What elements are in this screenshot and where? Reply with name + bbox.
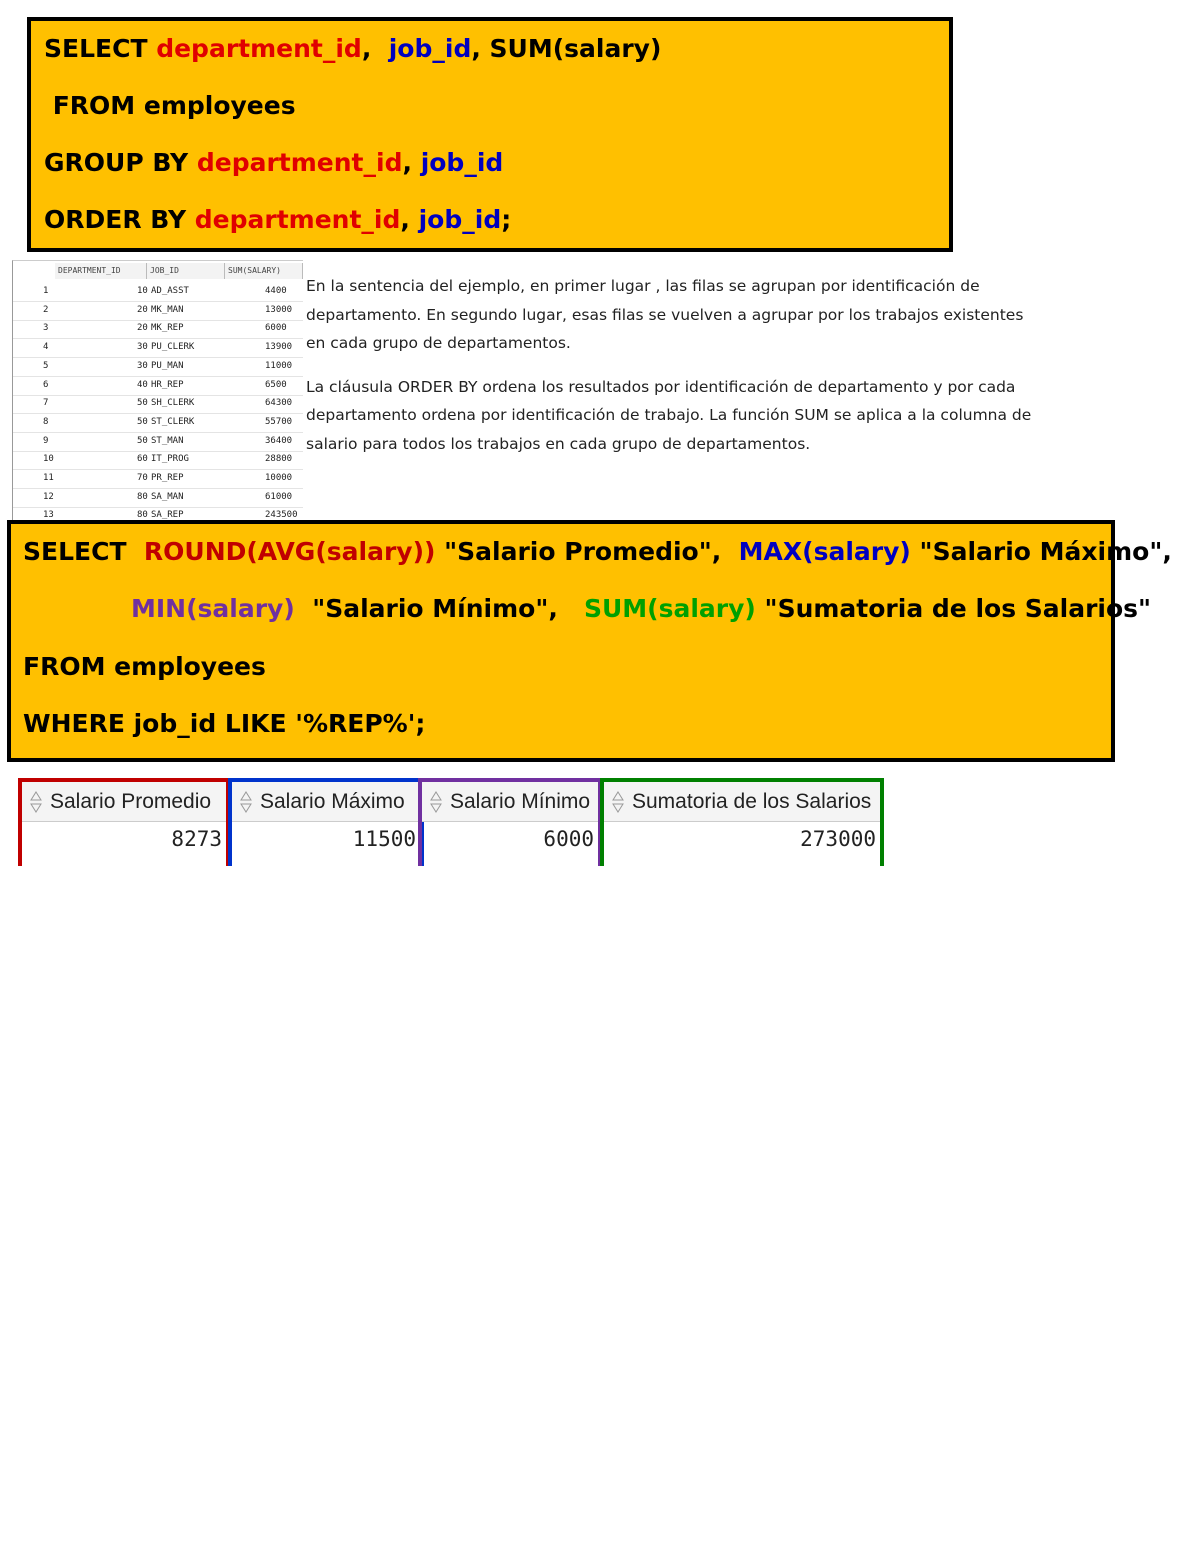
aggregate-result-table: [18, 778, 884, 866]
cell-sum-salary: 10000: [265, 473, 293, 483]
keyword-select: SELECT: [44, 34, 157, 63]
result-column-salario-promedio: [18, 778, 230, 866]
column-department-id: department_id: [196, 148, 403, 177]
cell-job-id: MK_MAN: [151, 304, 184, 315]
table-row[interactable]: [13, 358, 303, 377]
function-max: MAX(salary): [738, 537, 911, 566]
separator: ,: [471, 34, 490, 63]
result-header-label: Salario Máximo: [260, 790, 405, 813]
query-aggregates-box: [7, 520, 1172, 762]
result-column-salario-maximo: [228, 778, 424, 866]
column-job-id: job_id: [420, 148, 504, 177]
explanation-text: [306, 272, 1046, 458]
cell-job-id: SH_CLERK: [151, 398, 195, 409]
grid-header-job-id[interactable]: JOB_ID: [147, 263, 225, 279]
result-value-salario-promedio: 8273: [171, 827, 222, 851]
cell-department-id: 50: [137, 416, 148, 427]
alias-salario-minimo: "Salario Mínimo",: [294, 594, 584, 623]
table-row[interactable]: [13, 395, 303, 414]
function-round-avg: ROUND(AVG(salary)): [143, 537, 436, 566]
cell-job-id: HR_REP: [151, 379, 184, 390]
result-value-salario-minimo: 6000: [543, 827, 594, 851]
cell-department-id: 30: [137, 360, 148, 371]
query2-line-where: WHERE job_id LIKE '%REP%';: [23, 709, 426, 738]
cell-sum-salary: 61000: [265, 491, 293, 502]
row-number: 11: [43, 473, 54, 483]
cell-sum-salary: 11000: [265, 360, 293, 371]
cell-department-id: 80: [137, 491, 148, 502]
sort-icon[interactable]: [430, 790, 442, 814]
row-number: 13: [43, 510, 54, 521]
row-number: 3: [43, 323, 49, 334]
cell-sum-salary: 64300: [265, 398, 293, 409]
separator: ,: [402, 148, 421, 177]
table-row[interactable]: [13, 433, 303, 452]
cell-job-id: ST_CLERK: [151, 416, 195, 427]
cell-department-id: 80: [137, 510, 148, 521]
function-sum: SUM(salary): [489, 34, 662, 63]
query2-line-min-sum: [131, 594, 1151, 624]
sort-icon[interactable]: [612, 790, 624, 814]
keyword-select: SELECT: [23, 537, 144, 566]
row-number: 5: [43, 360, 49, 371]
cell-department-id: 50: [137, 435, 148, 446]
row-number: 4: [43, 342, 49, 353]
cell-department-id: 70: [137, 473, 148, 483]
cell-sum-salary: 28800: [265, 454, 293, 465]
alias-salario-maximo: "Salario Máximo",: [910, 537, 1172, 566]
cell-sum-salary: 243500: [265, 510, 298, 521]
cell-sum-salary: 6500: [265, 379, 287, 390]
sort-icon[interactable]: [240, 790, 252, 814]
grid-header-sum-salary[interactable]: SUM(SALARY): [225, 263, 303, 279]
cell-sum-salary: 13900: [265, 342, 293, 353]
column-department-id: department_id: [156, 34, 362, 63]
result-value-salario-maximo: 11500: [352, 827, 416, 851]
query2-line-select: [23, 537, 1172, 567]
table-row[interactable]: [13, 470, 303, 489]
function-sum: SUM(salary): [583, 594, 756, 623]
alias-sumatoria: "Sumatoria de los Salarios": [755, 594, 1152, 623]
separator: ,: [400, 205, 419, 234]
cell-department-id: 10: [137, 286, 148, 296]
cell-job-id: MK_REP: [151, 323, 184, 334]
query1-line-order-by: [44, 205, 511, 235]
cell-job-id: SA_REP: [151, 510, 184, 521]
table-row[interactable]: [13, 451, 303, 470]
cell-job-id: ST_MAN: [151, 435, 184, 446]
cell-job-id: PU_CLERK: [151, 342, 195, 353]
cell-department-id: 40: [137, 379, 148, 390]
query1-line-from: FROM employees: [44, 91, 296, 120]
row-number: 6: [43, 379, 49, 390]
result-header-salario-promedio[interactable]: [22, 782, 226, 822]
sort-icon[interactable]: [30, 790, 42, 814]
result-header-sumatoria-salarios[interactable]: [604, 782, 880, 822]
result-header-salario-maximo[interactable]: [232, 782, 420, 822]
row-number: 8: [43, 416, 49, 427]
row-number: 2: [43, 304, 49, 315]
cell-sum-salary: 13000: [265, 304, 293, 315]
explanation-paragraph-1: En la sentencia del ejemplo, en primer lugar , las filas se agrupan por identificación de departamento. En segundo lugar, esas filas se vuelven a agrupar por los trabajos existentes en cada grupo de departamentos.: [306, 277, 1024, 352]
table-row[interactable]: [13, 283, 303, 302]
table-row[interactable]: [13, 414, 303, 433]
result-column-salario-minimo: [418, 778, 602, 866]
query1-line-group-by: [44, 148, 503, 178]
cell-department-id: 20: [137, 323, 148, 334]
column-job-id: job_id: [418, 205, 502, 234]
alias-salario-promedio: "Salario Promedio",: [435, 537, 739, 566]
column-job-id: job_id: [388, 34, 472, 63]
cell-department-id: 20: [137, 304, 148, 315]
table-row[interactable]: [13, 339, 303, 358]
row-number: 1: [43, 286, 49, 296]
keyword-order-by: ORDER BY: [44, 205, 195, 234]
result-header-label: Sumatoria de los Salarios: [632, 790, 872, 813]
row-number: 9: [43, 435, 49, 446]
cell-job-id: PR_REP: [151, 473, 184, 483]
result-value-sumatoria-salarios: 273000: [800, 827, 876, 851]
query2-line-from: FROM employees: [23, 652, 266, 681]
explanation-paragraph-2: La cláusula ORDER BY ordena los resultados por identificación de departamento y por cada departamento ordena por identificación de trabajo. La función SUM se aplica a la columna de salario para todos los trabajos en cada grupo de departamentos.: [306, 377, 1032, 453]
cell-sum-salary: 6000: [265, 323, 287, 334]
column-department-id: department_id: [194, 205, 401, 234]
keyword-group-by: GROUP BY: [44, 148, 197, 177]
table-row[interactable]: [13, 302, 303, 321]
cell-job-id: PU_MAN: [151, 360, 184, 371]
cell-department-id: 50: [137, 398, 148, 409]
table-row[interactable]: [13, 489, 303, 508]
cell-department-id: 30: [137, 342, 148, 353]
result-header-salario-minimo[interactable]: [422, 782, 598, 822]
row-number: 7: [43, 398, 49, 409]
query1-line-select: [44, 34, 661, 64]
result-column-sumatoria-salarios: [600, 778, 884, 866]
statement-terminator: ;: [501, 205, 512, 234]
group-by-result-grid: [12, 260, 303, 523]
query-group-by-box: [27, 17, 953, 252]
separator: ,: [361, 34, 389, 63]
table-row[interactable]: [13, 320, 303, 339]
row-number: 10: [43, 454, 54, 465]
cell-job-id: IT_PROG: [151, 454, 189, 465]
result-header-label: Salario Promedio: [50, 790, 212, 813]
grid-header: [13, 263, 303, 279]
cell-job-id: SA_MAN: [151, 491, 184, 502]
cell-sum-salary: 36400: [265, 435, 293, 446]
cell-department-id: 60: [137, 454, 148, 465]
cell-job-id: AD_ASST: [151, 286, 189, 296]
function-min: MIN(salary): [131, 594, 295, 623]
table-row[interactable]: [13, 377, 303, 396]
cell-sum-salary: 4400: [265, 286, 287, 296]
row-number: 12: [43, 491, 54, 502]
cell-sum-salary: 55700: [265, 416, 293, 427]
grid-header-department-id[interactable]: DEPARTMENT_ID: [55, 263, 147, 279]
result-header-label: Salario Mínimo: [450, 790, 591, 813]
